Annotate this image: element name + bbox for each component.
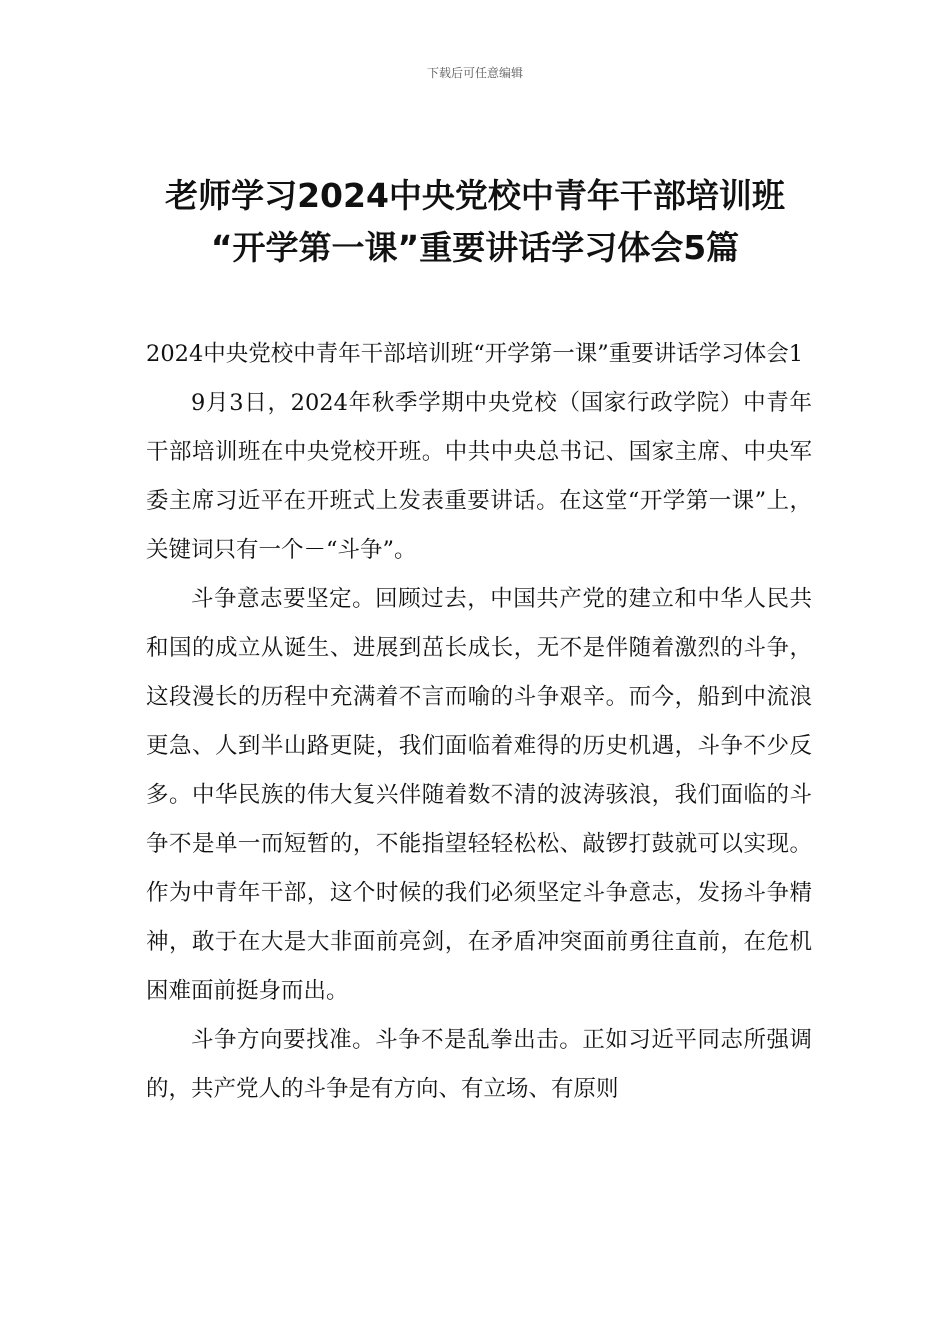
document-title-line-2: “开学第一课”重要讲话学习体会5篇 — [210, 228, 740, 267]
paragraph-2: 斗争意志要坚定。回顾过去，中国共产党的建立和中华人民共和国的成立从诞生、进展到茁长成长，无不是伴随着激烈的斗争，这段漫长的历程中充满着不言而喻的斗争艰辛。而今，船到中流浪更急、人到半山路更陡，我们面临着难得的历史机遇，斗争不少反多。中华民族的伟大复兴伴随着数不清的波涛骇浪，我们面临的斗争不是单一而短暂的，不能指望轻轻松松、敲锣打鼓就可以实现。作为中青年干部，这个时候的我们必须坚定斗争意志，发扬斗争精神，敢于在大是大非面前亮剑，在矛盾冲突面前勇往直前，在危机困难面前挺身而出。 — [146, 586, 812, 1004]
document-title-line-1: 老师学习2024中央党校中青年干部培训班 — [165, 176, 785, 215]
section-heading: 2024中央党校中青年干部培训班“开学第一课”重要讲话学习体会1 — [146, 341, 804, 367]
document-title — [100, 170, 850, 274]
paragraph-1: 9月3日，2024年秋季学期中央党校（国家行政学院）中青年干部培训班在中央党校开班。中共中央总书记、国家主席、中央军委主席习近平在开班式上发表重要讲话。在这堂“开学第一课”上，关键词只有一个－“斗争”。 — [146, 390, 812, 563]
article-body — [146, 330, 812, 1114]
page-header-note: 下载后可任意编辑 — [426, 66, 523, 80]
paragraph-3: 斗争方向要找准。斗争不是乱拳出击。正如习近平同志所强调的，共产党人的斗争是有方向、有立场、有原则 — [146, 1027, 812, 1102]
